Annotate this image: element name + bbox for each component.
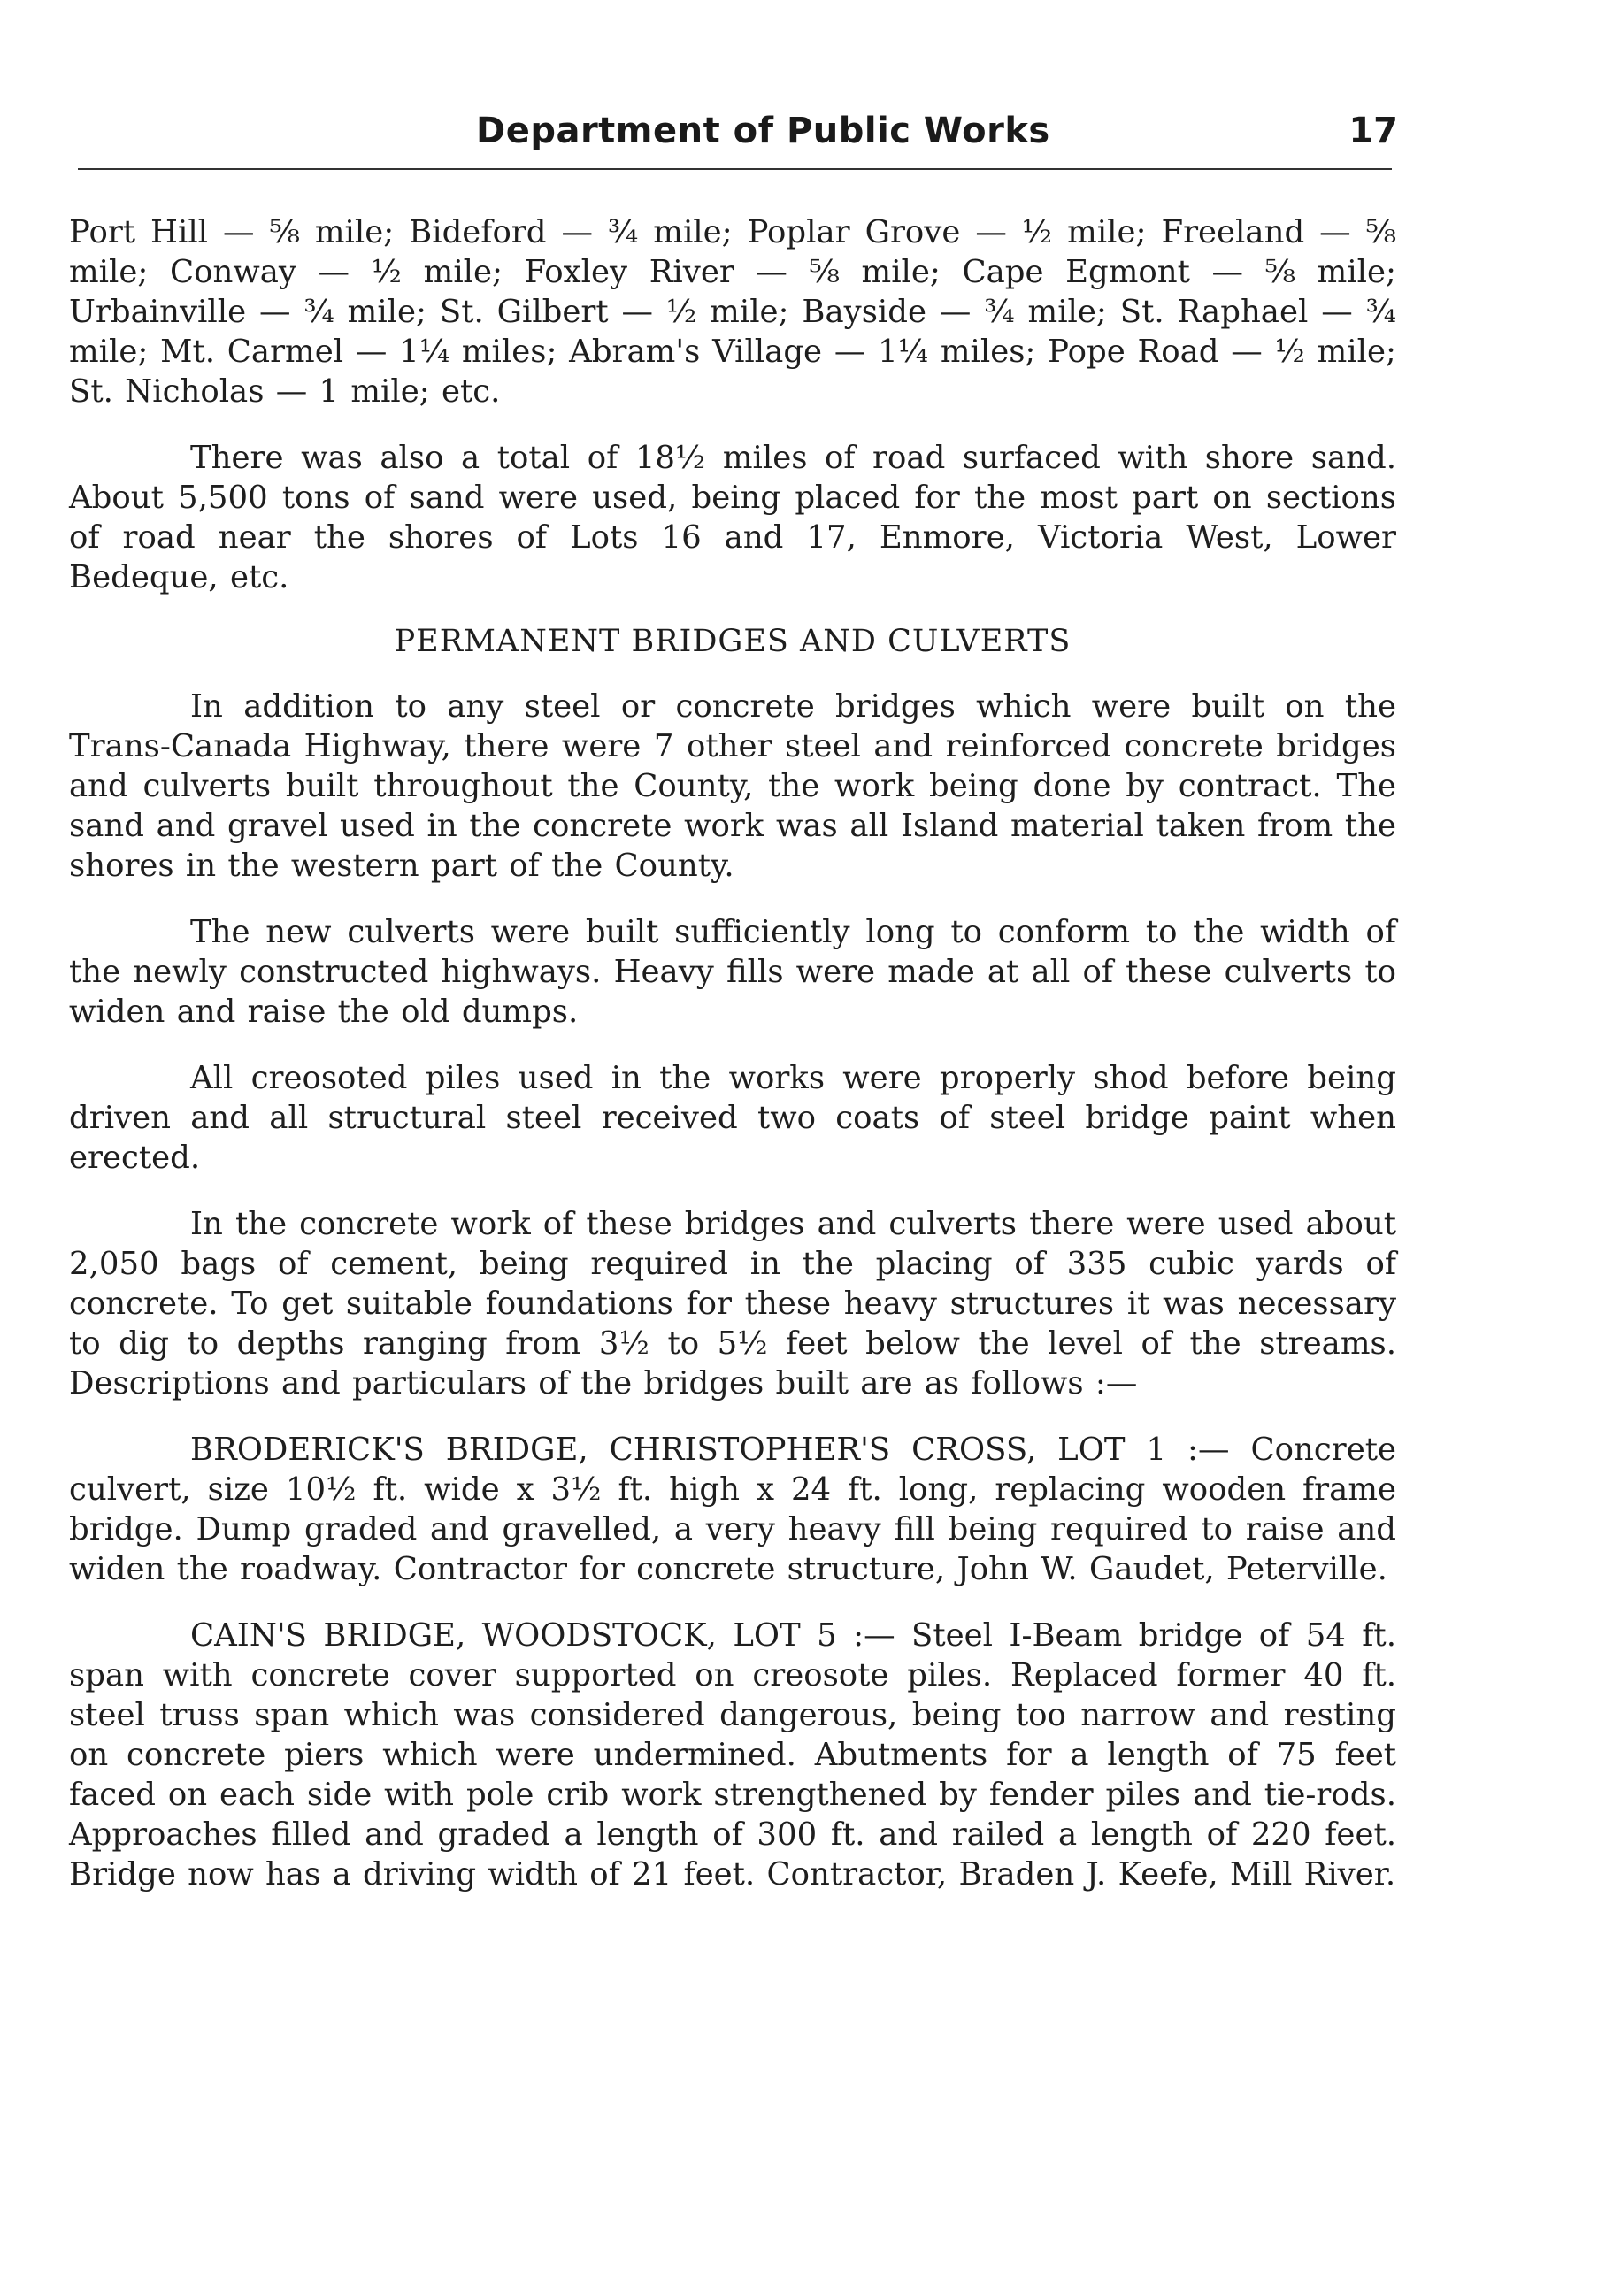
paragraph-new-culverts: The new culverts were built sufficiently long to conform to the width of the newly constructed highways. Heavy fills were made at all of these culverts to widen and raise the old dumps. (69, 914, 1396, 1030)
body-text (69, 212, 1396, 1894)
paragraph-bridges-contract: In addition to any steel or concrete bridges which were built on the Trans-Canada Highway, there were 7 other steel and reinforced concrete bridges and culverts built throughout the County, the work being done by contract. The sand and gravel used in the concrete work was all Island material taken from the shores in the western part of the County. (69, 688, 1396, 884)
section-heading: PERMANENT BRIDGES AND CULVERTS (394, 624, 1072, 659)
paragraph-shore-sand: There was also a total of 18½ miles of road surfaced with shore sand. About 5,500 tons of sand were used, being placed for the most part on sections of road near the shores of Lots 16 and 17, Enmore, Victoria West, Lower Bedeque, etc. (69, 440, 1396, 595)
running-title: Department of Public Works (476, 111, 1050, 151)
paragraph-cains-bridge: CAIN'S BRIDGE, WOODSTOCK, LOT 5 :— Steel I-Beam bridge of 54 ft. span with concrete cover supported on creosote piles. Replaced former 40 ft. steel truss span which was considered dangerous, being too narrow and resting on concrete piers which were undermined. Abutments for a length of 75 feet faced on each side with pole crib work strengthened by fender piles and tie-rods. Approaches filled and graded a length of 300 ft. and railed a length of 220 feet. Bridge now has a driving width of 21 feet. Contractor, Braden J. Keefe, Mill River. (69, 1617, 1396, 1893)
paragraph-concrete-work: In the concrete work of these bridges and culverts there were used about 2,050 bags of cement, being required in the placing of 335 cubic yards of concrete. To get suitable foundations for these heavy structures it was necessary to dig to depths ranging from 3½ to 5½ feet below the level of the streams. Descriptions and particulars of the bridges built are as follows :— (69, 1206, 1396, 1401)
header-rule (78, 168, 1392, 170)
page-number: 17 (1348, 111, 1398, 151)
page-header (69, 111, 1396, 164)
paragraph-brodericks-bridge: BRODERICK'S BRIDGE, CHRISTOPHER'S CROSS, LOT 1 :— Concrete culvert, size 10½ ft. wide x 3½ ft. high x 24 ft. long, replacing wooden frame bridge. Dump graded and gravelled, a very heavy fill being required to raise and widen the roadway. Contractor for concrete structure, John W. Gaudet, Peterville. (69, 1432, 1396, 1587)
paragraph-creosoted-piles: All creosoted piles used in the works were properly shod before being driven and all structural steel received two coats of steel bridge paint when erected. (69, 1060, 1396, 1176)
paragraph-road-list: Port Hill — ⅝ mile; Bideford — ¾ mile; Poplar Grove — ½ mile; Freeland — ⅝ mile; Conway — ½ mile; Foxley River — ⅝ mile; Cape Egmont — ⅝ mile; Urbainville — ¾ mile; St. Gilbert — ½ mile; Bayside — ¾ mile; St. Raphael — ¾ mile; Mt. Carmel — 1¼ miles; Abram's Village — 1¼ miles; Pope Road — ½ mile; St. Nicholas — 1 mile; etc. (69, 214, 1396, 410)
